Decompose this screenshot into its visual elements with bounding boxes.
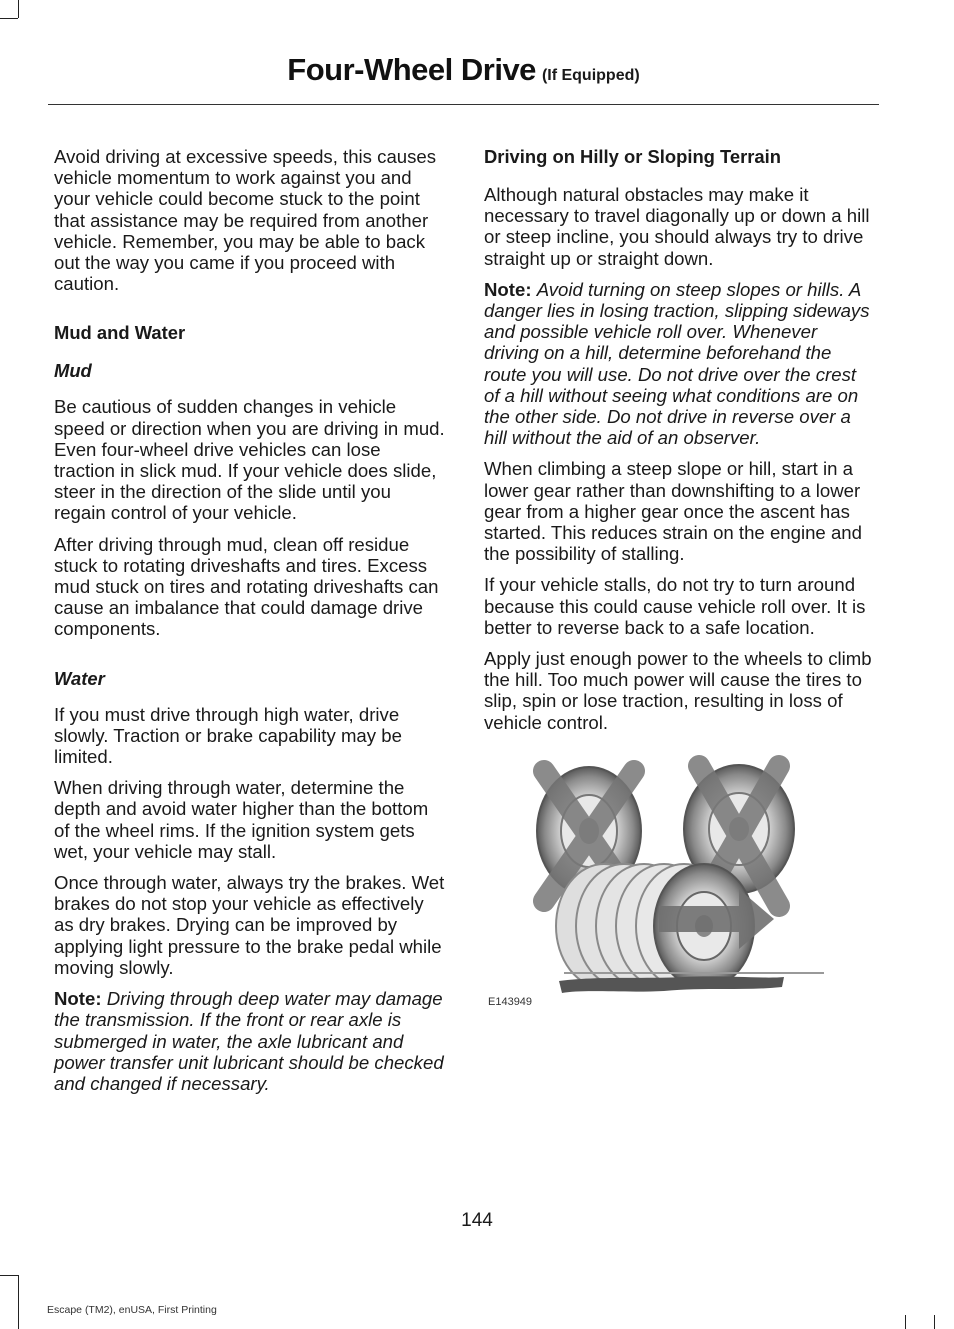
left-column [54, 146, 446, 1104]
note-text: Driving through deep water may damage the transmission. If the front or rear axle is submerged in water, the axle lubricant and power transfer unit lubricant should be checked and changed if necessary. [54, 988, 444, 1094]
crop-mark [934, 1315, 935, 1329]
page-subtitle: (If Equipped) [541, 67, 640, 84]
note-text: Avoid turning on steep slopes or hills. A danger lies in losing traction, slipping sideways and possible vehicle roll over. Whenever driving on a hill, determine beforehand the route you will use. Do not drive over the crest of a hill without seeing what conditions are on the other side. Do not drive in reverse over a hill without the aid of an observer. [484, 278, 870, 449]
note [54, 988, 446, 1094]
page-number: 144 [461, 1210, 493, 1231]
right-column [484, 146, 876, 1021]
paragraph: If you must drive through high water, drive slowly. Traction or brake capability may be limited. [54, 703, 402, 768]
mud-ground [559, 976, 784, 993]
figure-code: E143949 [488, 995, 533, 1008]
note [484, 279, 876, 449]
paragraph: Be cautious of sudden changes in vehicle speed or direction when you are driving in mud. Even four-wheel drive vehicles can lose traction in slick mud. If your vehicle does slide, steer in the direction of the slide until you regain control of your vehicle. [54, 396, 445, 524]
footer-text: Escape (TM2), enUSA, First Printing [47, 1304, 217, 1316]
crop-mark [905, 1315, 906, 1329]
subheading-mud: Mud [54, 360, 92, 382]
paragraph: If your vehicle stalls, do not try to turn around because this could cause vehicle roll over. It is better to reverse back to a safe location. [484, 574, 866, 638]
paragraph: Avoid driving at excessive speeds, this causes vehicle momentum to work against you and your vehicle could become stuck to the point that assistance may be required from another vehicle. Remember, you may be able to back out the way you came if you proceed with caution. [54, 146, 437, 295]
crop-mark [0, 18, 18, 19]
paragraph: After driving through mud, clean off residue stuck to rotating driveshafts and tires. Excess mud stuck on tires and rotating driveshafts can cause an imbalance that could damage drive components. [54, 533, 439, 640]
crop-mark [18, 0, 19, 18]
crop-mark [18, 1275, 19, 1329]
paragraph: When driving through water, determine the depth and avoid water higher than the bottom of the wheel rims. If the ignition system gets wet, your vehicle may stall. [54, 777, 429, 862]
heading-mud-and-water: Mud and Water [54, 322, 186, 344]
crop-mark [0, 1275, 18, 1276]
heading-hilly-terrain: Driving on Hilly or Sloping Terrain [484, 146, 781, 167]
paragraph: Apply just enough power to the wheels to climb the hill. Too much power will cause the tires to slip, spin or lose traction, resulting in loss of vehicle control. [484, 648, 872, 733]
note-label: Note: [54, 988, 102, 1010]
page-header [48, 52, 879, 105]
paragraph: Although natural obstacles may make it necessary to travel diagonally up or down a hill or steep incline, you should always try to drive straight up or straight down. [484, 184, 870, 269]
note-label: Note: [484, 278, 532, 300]
page-title: Four-Wheel Drive [287, 52, 536, 87]
paragraph: Once through water, always try the brakes. Wet brakes do not stop your vehicle as effectively as dry brakes. Drying can be improved by applying light pressure to the brake pedal while moving slowly. [54, 872, 445, 978]
subheading-water: Water [54, 667, 105, 689]
wheels-illustration-icon [484, 751, 876, 1021]
wheels-on-slope-illustration [484, 751, 876, 1021]
paragraph: When climbing a steep slope or hill, start in a lower gear rather than downshifting to a lower gear from a higher gear once the ascent has started. This reduces strain on the engine and the possibility of stalling. [484, 458, 862, 565]
